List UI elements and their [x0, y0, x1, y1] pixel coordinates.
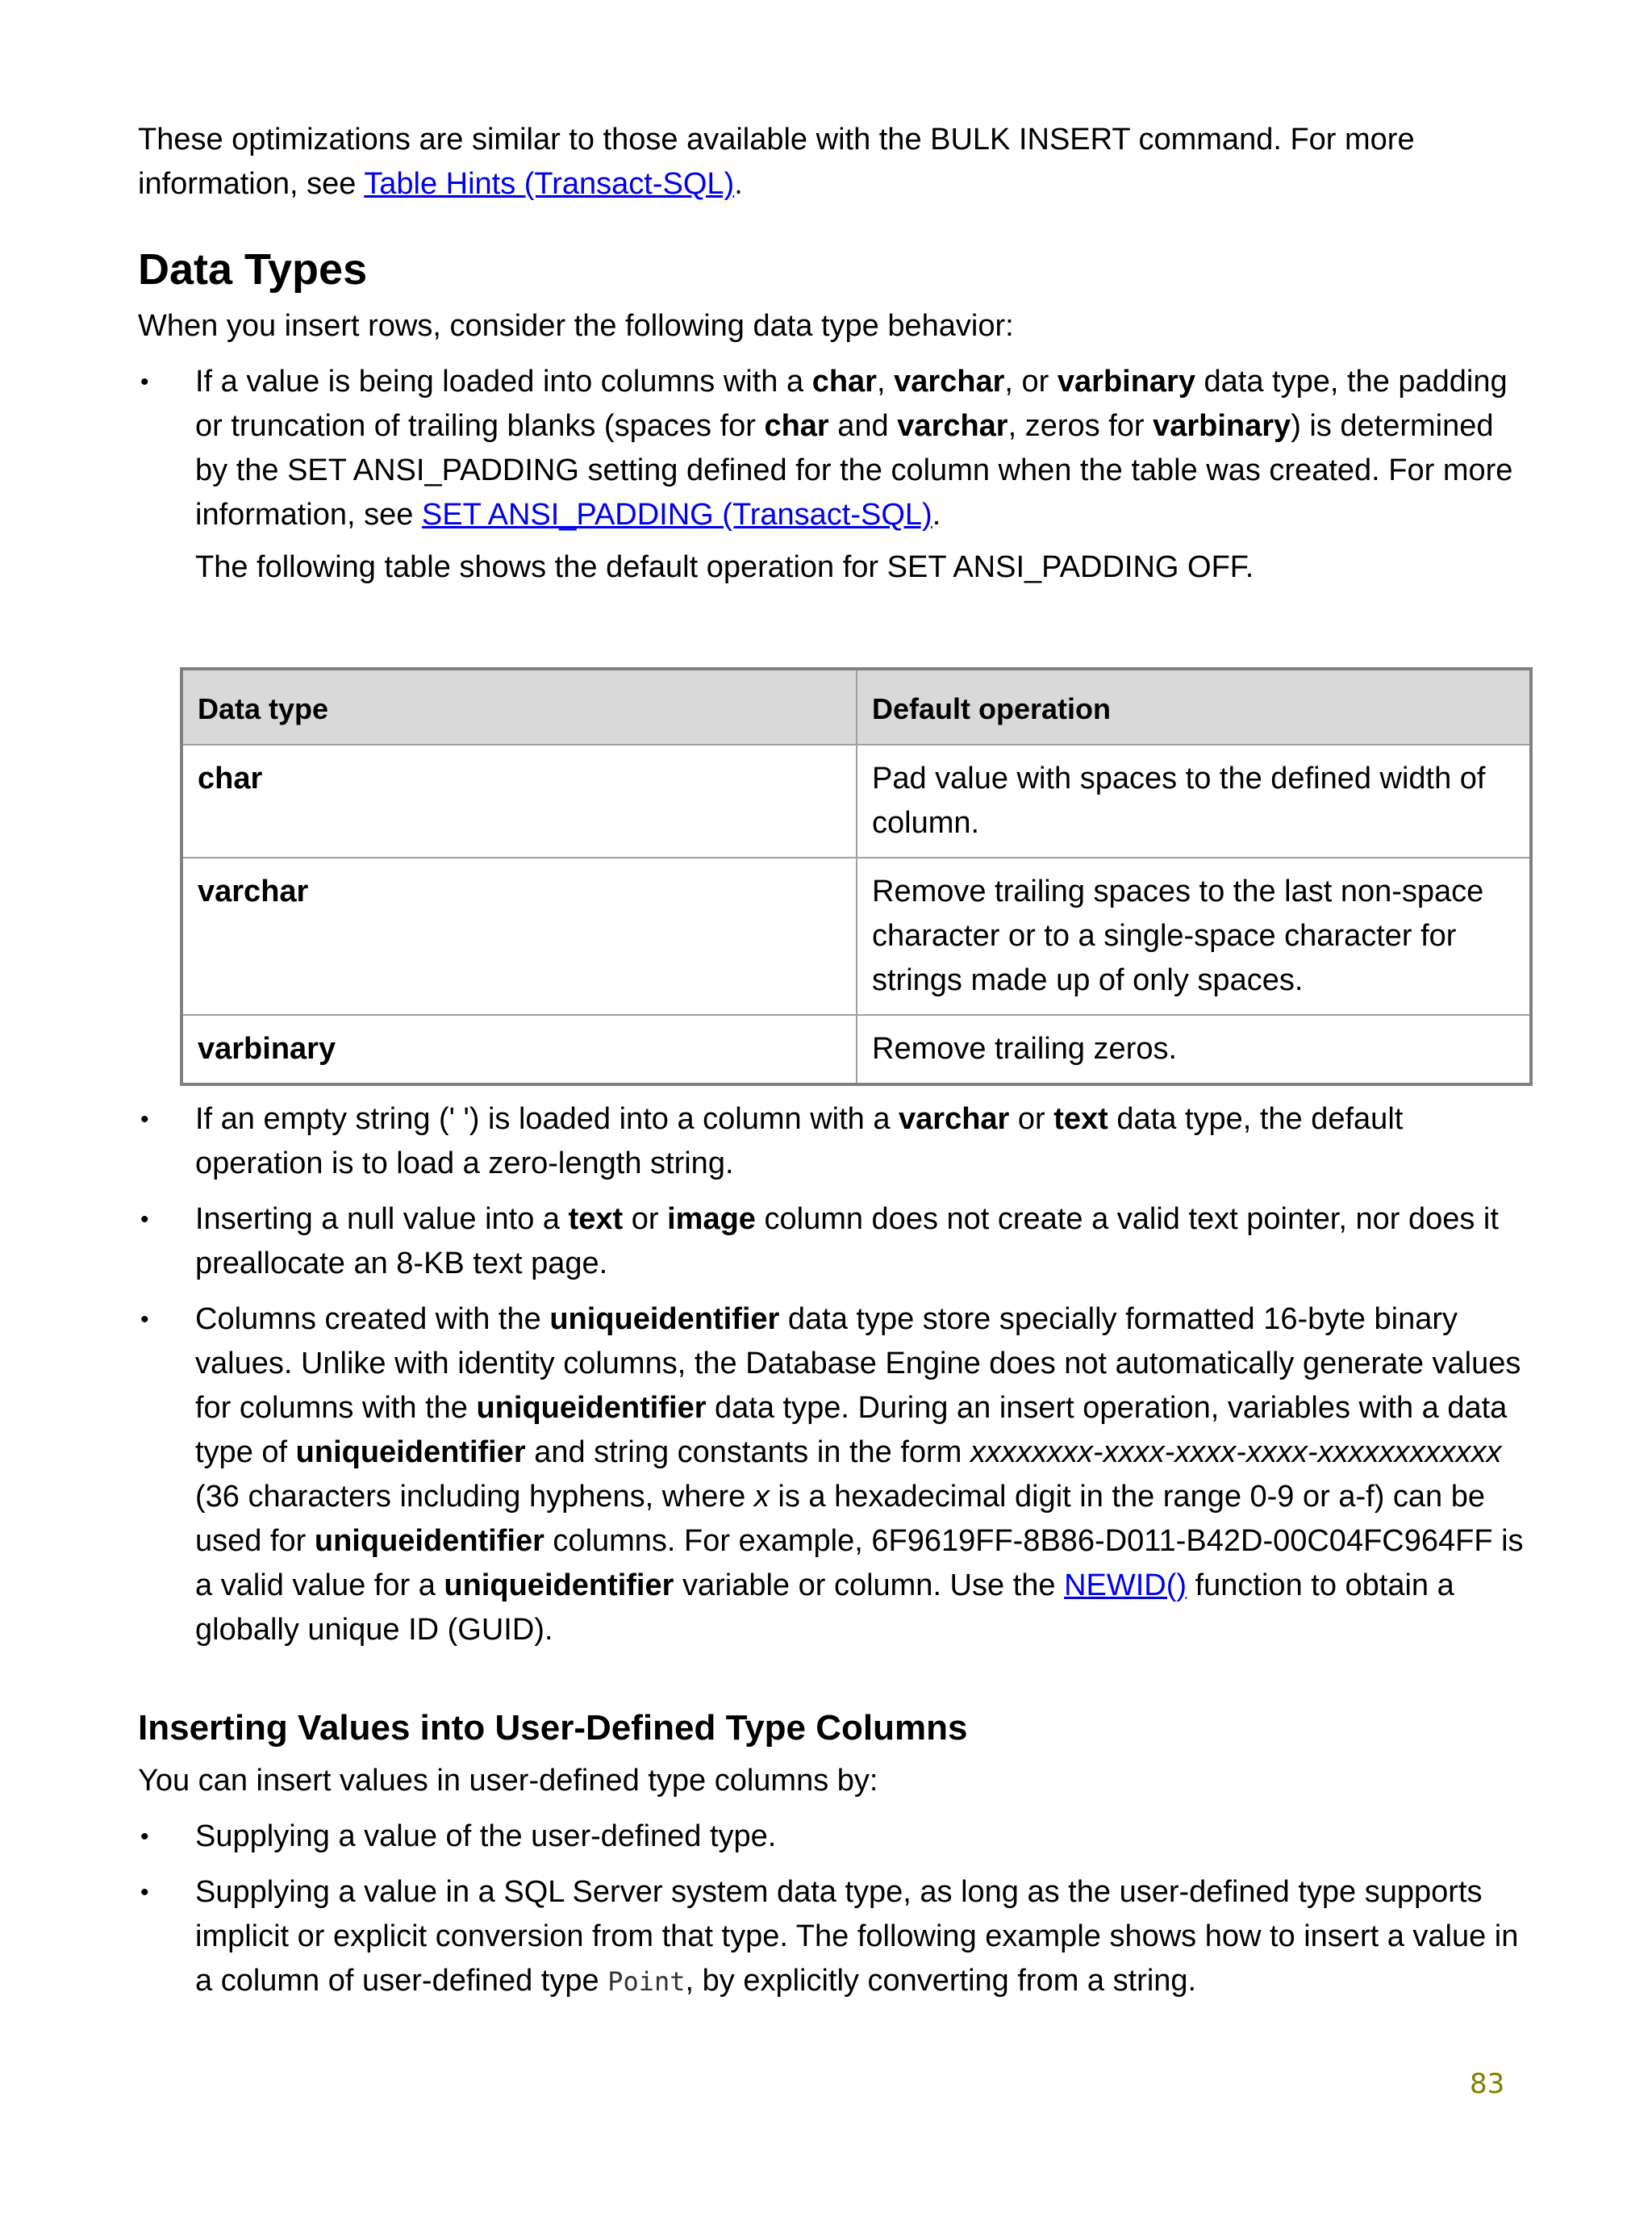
bullet-icon: •	[140, 1206, 149, 1233]
bullet-text: If a value is being loaded into columns with a char, varchar, or varbinary data type, the padding or truncation of trailing blanks (spaces for char and varchar, zeros for varbinary) is determined by the SET ANSI_PADDING setting defined for the column when the table was created. For more information, see SET ANSI_PADDING (Transact-SQL).	[195, 365, 1513, 532]
intro-paragraph	[138, 118, 1525, 207]
type-cell: varchar	[181, 858, 857, 1015]
table-hints-link[interactable]: Table Hints (Transact-SQL)	[364, 167, 735, 201]
table-row	[181, 1015, 1531, 1084]
table-header-row	[181, 669, 1531, 745]
udt-heading: Inserting Values into User-Defined Type Columns	[138, 1708, 968, 1748]
bullet-text: Columns created with the uniqueidentifier data type store specially formatted 16-byte binary values. Unlike with identity columns, the Database Engine does not automatically generate values for columns with the uniqueidentifier data type. During an insert operation, variables with a data type of uniqueidentifier and string constants in the form xxxxxxxx-xxxx-xxxx-xxxx-xxxxxxxxxxxx (36 characters including hyphens, where x is a hexadecimal digit in the range 0-9 or a-f) can be used for uniqueidentifier columns. For example, 6F9619FF-8B86-D011-B42D-00C04FC964FF is a valid value for a uniqueidentifier variable or column. Use the NEWID() function to obtain a globally unique ID (GUID).	[195, 1302, 1524, 1647]
bullet-icon: •	[140, 1879, 149, 1906]
bullet-icon: •	[140, 1823, 149, 1850]
table-note: The following table shows the default operation for SET ANSI_PADDING OFF.	[195, 550, 1254, 584]
header-data-type: Data type	[181, 669, 857, 745]
list-item	[138, 360, 1525, 590]
type-cell: varbinary	[181, 1015, 857, 1084]
data-types-list	[138, 360, 1525, 590]
document-page	[138, 118, 1525, 2004]
table-row	[181, 745, 1531, 858]
ansi-padding-table	[180, 667, 1533, 1086]
list-item	[138, 1297, 1525, 1652]
list-item	[138, 1197, 1525, 1286]
header-default-operation: Default operation	[857, 669, 1531, 745]
bullet-text: Supplying a value of the user-defined type.	[195, 1819, 777, 1853]
bullet-icon: •	[140, 369, 149, 395]
list-item	[138, 1097, 1525, 1186]
table-row	[181, 858, 1531, 1015]
list-item	[138, 1870, 1525, 2004]
udt-lead: You can insert values in user-defined type columns by:	[138, 1764, 878, 1798]
operation-cell: Remove trailing spaces to the last non-space character or to a single-space character for strings made up of only spaces.	[857, 858, 1531, 1015]
data-types-heading: Data Types	[138, 245, 368, 294]
code-point: Point	[607, 1966, 686, 1997]
operation-cell: Pad value with spaces to the defined width of column.	[857, 745, 1531, 858]
data-types-list-2	[138, 1097, 1525, 1652]
bullet-icon: •	[140, 1306, 149, 1333]
newid-link[interactable]: NEWID()	[1064, 1568, 1187, 1602]
intro-text: These optimizations are similar to those available with the BULK INSERT command. For more information, see	[138, 123, 1415, 201]
operation-cell: Remove trailing zeros.	[857, 1015, 1531, 1084]
intro-tail: .	[734, 167, 743, 201]
bullet-text: Supplying a value in a SQL Server system data type, as long as the user-defined type supports implicit or explicit conversion from that type. The following example shows how to insert a value in a column of user-defined type Point, by explicitly converting from a string.	[195, 1875, 1519, 1998]
page-number: 83	[1470, 2068, 1505, 2100]
set-ansi-padding-link[interactable]: SET ANSI_PADDING (Transact-SQL)	[421, 498, 932, 532]
bullet-text: If an empty string (' ') is loaded into a column with a varchar or text data type, the default operation is to load a zero-length string.	[195, 1102, 1404, 1180]
type-cell: char	[181, 745, 857, 858]
bullet-icon: •	[140, 1106, 149, 1133]
data-types-lead: When you insert rows, consider the following data type behavior:	[138, 309, 1014, 343]
udt-list	[138, 1815, 1525, 2004]
bullet-text: Inserting a null value into a text or image column does not create a valid text pointer, nor does it preallocate an 8-KB text page.	[195, 1202, 1499, 1280]
list-item	[138, 1815, 1525, 1859]
